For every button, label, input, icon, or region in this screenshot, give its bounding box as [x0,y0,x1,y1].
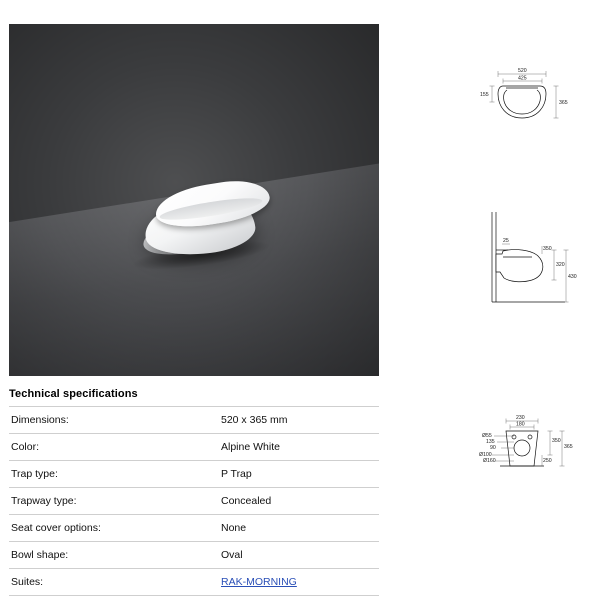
dim-label: 180 [516,421,525,428]
side-view-drawing [470,210,580,320]
spec-label: Dimensions: [11,414,69,426]
spec-label: Trap type: [11,468,58,480]
table-row [9,407,379,434]
top-view-drawing [470,62,580,142]
spec-value: None [221,522,247,534]
spec-section-title: Technical specifications [9,388,138,400]
dim-label: Ø55 [482,433,492,439]
product-image [9,24,379,376]
spec-label: Bowl shape: [11,549,69,561]
photo-vignette [9,24,379,376]
dim-label: 320 [556,262,565,268]
dim-label: Ø160 [483,458,496,464]
spec-value: P Trap [221,468,252,480]
dim-label: 25 [503,238,509,244]
spec-value [217,569,379,596]
dim-label: 90 [490,445,496,451]
table-row [9,488,379,515]
dim-label: 425 [518,75,527,82]
table-row [9,461,379,488]
dim-label: 350 [552,438,561,444]
suites-link[interactable]: RAK-MORNING [221,576,297,588]
spec-value: 520 x 365 mm [221,414,288,426]
dim-label: Ø100 [479,452,492,458]
spec-label: Suites: [11,576,44,588]
dim-label: 365 [559,100,568,106]
technical-specifications-table [9,406,379,596]
dim-label: 230 [516,415,525,422]
table-row [9,515,379,542]
spec-label: Color: [11,441,40,453]
table-row [9,542,379,569]
spec-label: Seat cover options: [11,522,101,534]
dim-label: 250 [543,458,552,464]
dim-label: 520 [518,68,527,74]
front-view-drawing [470,410,580,490]
spec-value: Alpine White [221,441,280,453]
dim-label: 135 [486,439,495,445]
spec-value: Oval [221,549,243,561]
table-row [9,434,379,461]
dim-label: 350 [543,246,552,252]
spec-label: Trapway type: [11,495,77,507]
dim-label: 430 [568,274,577,280]
table-row [9,569,379,596]
dim-label: 365 [564,444,573,450]
spec-value: Concealed [221,495,272,507]
dim-label: 155 [480,92,489,98]
